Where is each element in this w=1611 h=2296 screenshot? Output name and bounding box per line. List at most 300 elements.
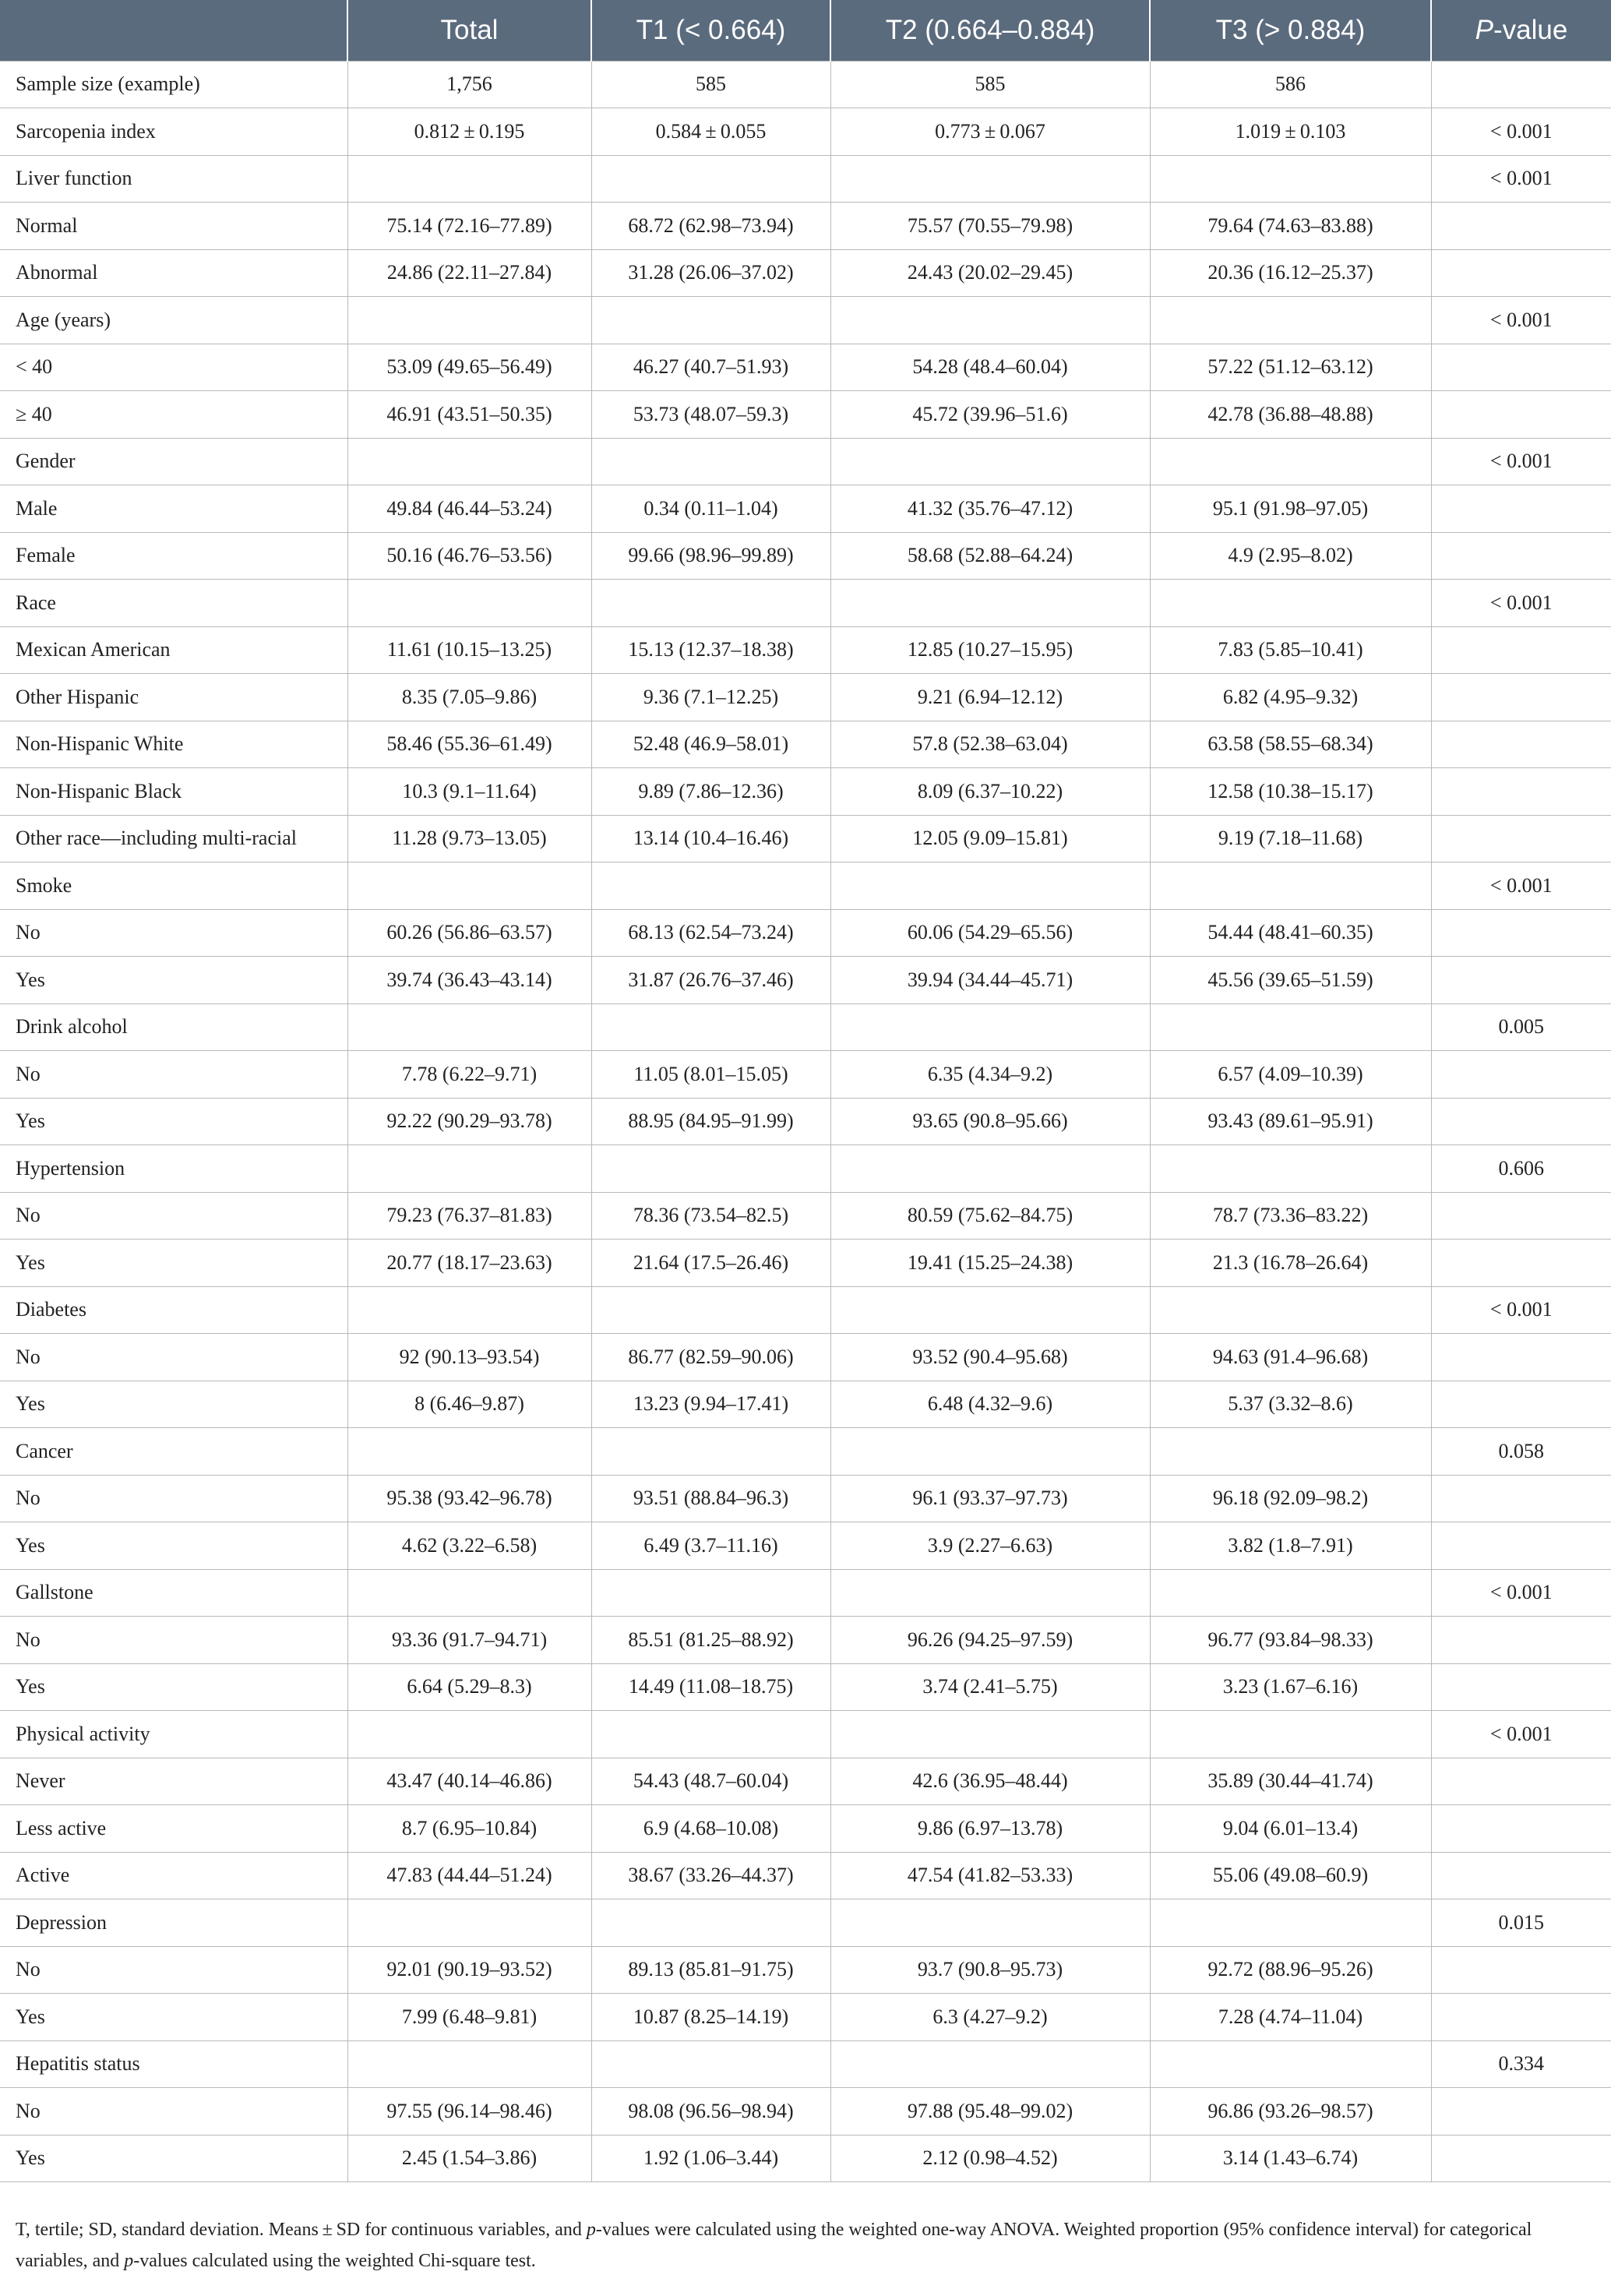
cell-t3 xyxy=(1150,1286,1431,1334)
cell-p-value xyxy=(1431,344,1611,391)
cell-p-value xyxy=(1431,1852,1611,1899)
cell-p-value: 0.015 xyxy=(1431,1899,1611,1947)
cell-t2: 9.86 (6.97–13.78) xyxy=(830,1805,1150,1853)
table-row xyxy=(0,1805,1611,1853)
cell-t3 xyxy=(1150,1145,1431,1193)
cell-t2: 93.52 (90.4–95.68) xyxy=(830,1334,1150,1381)
cell-variable: Yes xyxy=(0,1098,347,1145)
cell-variable: Hepatitis status xyxy=(0,2040,347,2088)
cell-variable: No xyxy=(0,1475,347,1522)
cell-total: 43.47 (40.14–46.86) xyxy=(347,1758,591,1805)
table-row xyxy=(0,957,1611,1004)
cell-total: 92.01 (90.19–93.52) xyxy=(347,1946,591,1994)
cell-variable: Yes xyxy=(0,1381,347,1428)
table-row xyxy=(0,2135,1611,2182)
cell-p-value xyxy=(1431,1051,1611,1099)
cell-t2: 19.41 (15.25–24.38) xyxy=(830,1240,1150,1287)
table-row xyxy=(0,1994,1611,2041)
cell-variable: No xyxy=(0,1192,347,1240)
cell-t2: 93.7 (90.8–95.73) xyxy=(830,1946,1150,1994)
table-row xyxy=(0,2040,1611,2088)
cell-total: 97.55 (96.14–98.46) xyxy=(347,2088,591,2136)
cell-variable: Abnormal xyxy=(0,249,347,297)
table-row xyxy=(0,1381,1611,1428)
cell-variable: Less active xyxy=(0,1805,347,1853)
cell-total xyxy=(347,297,591,344)
cell-p-value xyxy=(1431,203,1611,250)
cell-total: 60.26 (56.86–63.57) xyxy=(347,909,591,957)
cell-variable: Never xyxy=(0,1758,347,1805)
cell-p-value xyxy=(1431,1475,1611,1522)
cell-p-value: < 0.001 xyxy=(1431,155,1611,203)
table-row xyxy=(0,485,1611,533)
table-body xyxy=(0,61,1611,2182)
cell-total: 20.77 (18.17–23.63) xyxy=(347,1240,591,1287)
cell-variable: Other race—including multi-racial xyxy=(0,815,347,862)
cell-t1: 14.49 (11.08–18.75) xyxy=(591,1663,830,1711)
table-row xyxy=(0,1522,1611,1570)
cell-t2: 3.9 (2.27–6.63) xyxy=(830,1522,1150,1570)
cell-total: 2.45 (1.54–3.86) xyxy=(347,2135,591,2182)
cell-t1 xyxy=(591,2040,830,2088)
cell-total: 92.22 (90.29–93.78) xyxy=(347,1098,591,1145)
cell-total: 93.36 (91.7–94.71) xyxy=(347,1617,591,1664)
cell-total: 79.23 (76.37–81.83) xyxy=(347,1192,591,1240)
table-row xyxy=(0,721,1611,768)
cell-variable: Non-Hispanic Black xyxy=(0,768,347,816)
table-row xyxy=(0,203,1611,250)
table-row xyxy=(0,1003,1611,1051)
cell-total: 8.7 (6.95–10.84) xyxy=(347,1805,591,1853)
cell-p-value xyxy=(1431,815,1611,862)
table-header-row xyxy=(0,0,1611,61)
cell-t1 xyxy=(591,1899,830,1947)
cell-p-value xyxy=(1431,2088,1611,2136)
cell-t3: 55.06 (49.08–60.9) xyxy=(1150,1852,1431,1899)
cell-t3: 3.23 (1.67–6.16) xyxy=(1150,1663,1431,1711)
cell-t1: 89.13 (85.81–91.75) xyxy=(591,1946,830,1994)
cell-t2 xyxy=(830,438,1150,485)
cell-p-value xyxy=(1431,1334,1611,1381)
cell-variable: Yes xyxy=(0,1994,347,2041)
cell-t2: 97.88 (95.48–99.02) xyxy=(830,2088,1150,2136)
cell-p-value xyxy=(1431,768,1611,816)
cell-variable: Yes xyxy=(0,1663,347,1711)
table-row xyxy=(0,1617,1611,1664)
table-row xyxy=(0,626,1611,674)
table-row xyxy=(0,108,1611,156)
cell-t2: 39.94 (34.44–45.71) xyxy=(830,957,1150,1004)
cell-t3 xyxy=(1150,297,1431,344)
cell-t2 xyxy=(830,155,1150,203)
cell-t3: 63.58 (58.55–68.34) xyxy=(1150,721,1431,768)
cell-total xyxy=(347,438,591,485)
cell-t3: 57.22 (51.12–63.12) xyxy=(1150,344,1431,391)
cell-total: 8.35 (7.05–9.86) xyxy=(347,674,591,721)
cell-t2: 12.05 (9.09–15.81) xyxy=(830,815,1150,862)
cell-t2: 12.85 (10.27–15.95) xyxy=(830,626,1150,674)
cell-p-value xyxy=(1431,1994,1611,2041)
cell-p-value xyxy=(1431,2135,1611,2182)
footnote-part2: -values were calculated using the weighted one-way ANOVA. Weighted proportion (95% confidence interval) for categorical variables, and xyxy=(16,2220,1532,2271)
cell-p-value: 0.058 xyxy=(1431,1428,1611,1476)
cell-t1: 6.49 (3.7–11.16) xyxy=(591,1522,830,1570)
cell-t2 xyxy=(830,1286,1150,1334)
cell-variable: No xyxy=(0,909,347,957)
cell-p-value xyxy=(1431,249,1611,297)
cell-t1: 21.64 (17.5–26.46) xyxy=(591,1240,830,1287)
cell-t2: 9.21 (6.94–12.12) xyxy=(830,674,1150,721)
cell-t1 xyxy=(591,580,830,627)
cell-variable: Normal xyxy=(0,203,347,250)
cell-total xyxy=(347,1003,591,1051)
cell-t3 xyxy=(1150,1003,1431,1051)
cell-variable: Yes xyxy=(0,957,347,1004)
cell-variable: Race xyxy=(0,580,347,627)
cell-p-value xyxy=(1431,909,1611,957)
cell-variable: Sample size (example) xyxy=(0,61,347,108)
cell-variable: No xyxy=(0,2088,347,2136)
cell-p-value xyxy=(1431,1617,1611,1664)
cell-t1: 15.13 (12.37–18.38) xyxy=(591,626,830,674)
cell-t2: 96.1 (93.37–97.73) xyxy=(830,1475,1150,1522)
cell-t3: 12.58 (10.38–15.17) xyxy=(1150,768,1431,816)
cell-p-value xyxy=(1431,1758,1611,1805)
cell-t2: 3.74 (2.41–5.75) xyxy=(830,1663,1150,1711)
cell-t1: 9.36 (7.1–12.25) xyxy=(591,674,830,721)
cell-t1: 13.23 (9.94–17.41) xyxy=(591,1381,830,1428)
cell-p-value: < 0.001 xyxy=(1431,1286,1611,1334)
cell-variable: ≥ 40 xyxy=(0,391,347,439)
cell-t2 xyxy=(830,297,1150,344)
cell-total xyxy=(347,1569,591,1617)
cell-total: 47.83 (44.44–51.24) xyxy=(347,1852,591,1899)
cell-t3 xyxy=(1150,438,1431,485)
cell-variable: No xyxy=(0,1946,347,1994)
cell-total: 8 (6.46–9.87) xyxy=(347,1381,591,1428)
cell-variable: No xyxy=(0,1051,347,1099)
cell-total xyxy=(347,1286,591,1334)
cell-total: 49.84 (46.44–53.24) xyxy=(347,485,591,533)
cell-t1: 585 xyxy=(591,61,830,108)
cell-t1 xyxy=(591,1428,830,1476)
cell-t3: 20.36 (16.12–25.37) xyxy=(1150,249,1431,297)
cell-total: 6.64 (5.29–8.3) xyxy=(347,1663,591,1711)
table-row xyxy=(0,1145,1611,1193)
cell-t3: 93.43 (89.61–95.91) xyxy=(1150,1098,1431,1145)
cell-t3: 9.04 (6.01–13.4) xyxy=(1150,1805,1431,1853)
cell-total: 39.74 (36.43–43.14) xyxy=(347,957,591,1004)
cell-t2: 2.12 (0.98–4.52) xyxy=(830,2135,1150,2182)
cell-t1: 10.87 (8.25–14.19) xyxy=(591,1994,830,2041)
table-row xyxy=(0,1192,1611,1240)
cell-t3: 6.57 (4.09–10.39) xyxy=(1150,1051,1431,1099)
table-row xyxy=(0,1286,1611,1334)
cell-t2: 45.72 (39.96–51.6) xyxy=(830,391,1150,439)
cell-p-value xyxy=(1431,391,1611,439)
cell-t1: 1.92 (1.06–3.44) xyxy=(591,2135,830,2182)
cell-t2: 42.6 (36.95–48.44) xyxy=(830,1758,1150,1805)
cell-variable: Non-Hispanic White xyxy=(0,721,347,768)
cell-t2 xyxy=(830,2040,1150,2088)
cell-t3: 4.9 (2.95–8.02) xyxy=(1150,532,1431,580)
cell-variable: Gallstone xyxy=(0,1569,347,1617)
cell-total: 11.28 (9.73–13.05) xyxy=(347,815,591,862)
cell-variable: Physical activity xyxy=(0,1711,347,1758)
cell-total: 7.78 (6.22–9.71) xyxy=(347,1051,591,1099)
table-row xyxy=(0,249,1611,297)
cell-p-value: 0.005 xyxy=(1431,1003,1611,1051)
cell-t3: 3.82 (1.8–7.91) xyxy=(1150,1522,1431,1570)
cell-p-value xyxy=(1431,532,1611,580)
cell-variable: Liver function xyxy=(0,155,347,203)
cell-t2: 54.28 (48.4–60.04) xyxy=(830,344,1150,391)
table-row xyxy=(0,1334,1611,1381)
cell-t3: 94.63 (91.4–96.68) xyxy=(1150,1334,1431,1381)
cell-t2: 96.26 (94.25–97.59) xyxy=(830,1617,1150,1664)
table-footnote xyxy=(16,2214,1597,2277)
cell-t1: 52.48 (46.9–58.01) xyxy=(591,721,830,768)
cell-variable: Sarcopenia index xyxy=(0,108,347,156)
footnote-p-italic: p xyxy=(586,2220,596,2240)
cell-p-value xyxy=(1431,1098,1611,1145)
cell-t3: 42.78 (36.88–48.88) xyxy=(1150,391,1431,439)
cell-t1 xyxy=(591,1145,830,1193)
cell-t2: 75.57 (70.55–79.98) xyxy=(830,203,1150,250)
cell-t3: 54.44 (48.41–60.35) xyxy=(1150,909,1431,957)
cell-t3: 35.89 (30.44–41.74) xyxy=(1150,1758,1431,1805)
header-variable xyxy=(0,0,347,61)
cell-t3: 5.37 (3.32–8.6) xyxy=(1150,1381,1431,1428)
cell-total: 0.812 ± 0.195 xyxy=(347,108,591,156)
header-total: Total xyxy=(347,0,591,61)
cell-total: 92 (90.13–93.54) xyxy=(347,1334,591,1381)
cell-t1 xyxy=(591,1711,830,1758)
cell-p-value xyxy=(1431,1240,1611,1287)
cell-t3: 96.86 (93.26–98.57) xyxy=(1150,2088,1431,2136)
cell-t1: 0.584 ± 0.055 xyxy=(591,108,830,156)
table-row xyxy=(0,1569,1611,1617)
cell-t3 xyxy=(1150,1899,1431,1947)
header-p-rest: -value xyxy=(1493,14,1568,45)
cell-t2: 93.65 (90.8–95.66) xyxy=(830,1098,1150,1145)
cell-t1 xyxy=(591,862,830,910)
table-row xyxy=(0,61,1611,108)
cell-total: 24.86 (22.11–27.84) xyxy=(347,249,591,297)
cell-total xyxy=(347,1145,591,1193)
cell-t2 xyxy=(830,862,1150,910)
cell-t3: 45.56 (39.65–51.59) xyxy=(1150,957,1431,1004)
cell-p-value: < 0.001 xyxy=(1431,438,1611,485)
cell-p-value xyxy=(1431,957,1611,1004)
cell-p-value: < 0.001 xyxy=(1431,108,1611,156)
cell-t3: 96.77 (93.84–98.33) xyxy=(1150,1617,1431,1664)
table-row xyxy=(0,391,1611,439)
header-t1: T1 (< 0.664) xyxy=(591,0,830,61)
cell-variable: Yes xyxy=(0,2135,347,2182)
cell-t3: 7.83 (5.85–10.41) xyxy=(1150,626,1431,674)
cell-t1: 31.28 (26.06–37.02) xyxy=(591,249,830,297)
cell-total xyxy=(347,1899,591,1947)
cell-t2: 0.773 ± 0.067 xyxy=(830,108,1150,156)
cell-t1: 54.43 (48.7–60.04) xyxy=(591,1758,830,1805)
table-row xyxy=(0,1758,1611,1805)
cell-total: 50.16 (46.76–53.56) xyxy=(347,532,591,580)
cell-t1: 93.51 (88.84–96.3) xyxy=(591,1475,830,1522)
footnote-part3: -values calculated using the weighted Chi-square test. xyxy=(133,2251,536,2271)
cell-total: 11.61 (10.15–13.25) xyxy=(347,626,591,674)
cell-t1 xyxy=(591,1003,830,1051)
table-row xyxy=(0,532,1611,580)
cell-t3 xyxy=(1150,2040,1431,2088)
cell-variable: No xyxy=(0,1334,347,1381)
cell-t2: 6.35 (4.34–9.2) xyxy=(830,1051,1150,1099)
table-row xyxy=(0,1428,1611,1476)
table-row xyxy=(0,1240,1611,1287)
cell-t2: 24.43 (20.02–29.45) xyxy=(830,249,1150,297)
cell-p-value: 0.606 xyxy=(1431,1145,1611,1193)
cell-t2 xyxy=(830,1899,1150,1947)
cell-variable: Female xyxy=(0,532,347,580)
table-row xyxy=(0,438,1611,485)
cell-variable: Cancer xyxy=(0,1428,347,1476)
cell-variable: Mexican American xyxy=(0,626,347,674)
table-row xyxy=(0,344,1611,391)
cell-variable: Active xyxy=(0,1852,347,1899)
cell-variable: Gender xyxy=(0,438,347,485)
header-p-value xyxy=(1431,0,1611,61)
cell-variable: Age (years) xyxy=(0,297,347,344)
cell-p-value xyxy=(1431,1522,1611,1570)
cell-variable: No xyxy=(0,1617,347,1664)
table-row xyxy=(0,2088,1611,2136)
cell-p-value xyxy=(1431,626,1611,674)
cell-variable: Hypertension xyxy=(0,1145,347,1193)
cell-t1: 9.89 (7.86–12.36) xyxy=(591,768,830,816)
cell-t2: 47.54 (41.82–53.33) xyxy=(830,1852,1150,1899)
cell-t2 xyxy=(830,580,1150,627)
cell-p-value: < 0.001 xyxy=(1431,580,1611,627)
cell-variable: Diabetes xyxy=(0,1286,347,1334)
cell-t3 xyxy=(1150,1569,1431,1617)
cell-variable: Drink alcohol xyxy=(0,1003,347,1051)
cell-t3 xyxy=(1150,1711,1431,1758)
cell-t1: 31.87 (26.76–37.46) xyxy=(591,957,830,1004)
cell-t3 xyxy=(1150,1428,1431,1476)
cell-variable: Depression xyxy=(0,1899,347,1947)
cell-t1: 86.77 (82.59–90.06) xyxy=(591,1334,830,1381)
cell-t1: 0.34 (0.11–1.04) xyxy=(591,485,830,533)
table-row xyxy=(0,1663,1611,1711)
cell-t1: 53.73 (48.07–59.3) xyxy=(591,391,830,439)
cell-t1: 98.08 (96.56–98.94) xyxy=(591,2088,830,2136)
table-row xyxy=(0,1899,1611,1947)
cell-p-value xyxy=(1431,61,1611,108)
table-row xyxy=(0,580,1611,627)
cell-t3: 3.14 (1.43–6.74) xyxy=(1150,2135,1431,2182)
cell-p-value: < 0.001 xyxy=(1431,1569,1611,1617)
cell-t3: 21.3 (16.78–26.64) xyxy=(1150,1240,1431,1287)
cell-t3: 95.1 (91.98–97.05) xyxy=(1150,485,1431,533)
cell-total: 75.14 (72.16–77.89) xyxy=(347,203,591,250)
table-row xyxy=(0,1711,1611,1758)
cell-variable: Yes xyxy=(0,1240,347,1287)
cell-total xyxy=(347,1711,591,1758)
cell-t1: 78.36 (73.54–82.5) xyxy=(591,1192,830,1240)
cell-variable: Male xyxy=(0,485,347,533)
cell-t3: 9.19 (7.18–11.68) xyxy=(1150,815,1431,862)
cell-t2: 57.8 (52.38–63.04) xyxy=(830,721,1150,768)
cell-total: 10.3 (9.1–11.64) xyxy=(347,768,591,816)
cell-t1 xyxy=(591,155,830,203)
table-row xyxy=(0,862,1611,910)
cell-t3: 6.82 (4.95–9.32) xyxy=(1150,674,1431,721)
cell-p-value xyxy=(1431,1192,1611,1240)
cell-total: 7.99 (6.48–9.81) xyxy=(347,1994,591,2041)
cell-t2 xyxy=(830,1003,1150,1051)
cell-p-value: < 0.001 xyxy=(1431,862,1611,910)
cell-p-value xyxy=(1431,674,1611,721)
table-row xyxy=(0,1051,1611,1099)
cell-t2: 585 xyxy=(830,61,1150,108)
cell-t1: 38.67 (33.26–44.37) xyxy=(591,1852,830,1899)
table-row xyxy=(0,1852,1611,1899)
cell-p-value: < 0.001 xyxy=(1431,297,1611,344)
cell-p-value xyxy=(1431,1663,1611,1711)
cell-t2: 60.06 (54.29–65.56) xyxy=(830,909,1150,957)
cell-t2 xyxy=(830,1145,1150,1193)
cell-t1: 99.66 (98.96–99.89) xyxy=(591,532,830,580)
cell-variable: Other Hispanic xyxy=(0,674,347,721)
cell-total xyxy=(347,1428,591,1476)
cell-t1: 68.72 (62.98–73.94) xyxy=(591,203,830,250)
cell-variable: < 40 xyxy=(0,344,347,391)
table-row xyxy=(0,909,1611,957)
cell-t1 xyxy=(591,297,830,344)
cell-t3: 78.7 (73.36–83.22) xyxy=(1150,1192,1431,1240)
header-t2: T2 (0.664–0.884) xyxy=(830,0,1150,61)
cell-t3 xyxy=(1150,580,1431,627)
cell-p-value xyxy=(1431,1381,1611,1428)
cell-t3: 92.72 (88.96–95.26) xyxy=(1150,1946,1431,1994)
table-row xyxy=(0,674,1611,721)
cell-t2: 6.48 (4.32–9.6) xyxy=(830,1381,1150,1428)
table-row xyxy=(0,768,1611,816)
footnote-part1: T, tertile; SD, standard deviation. Means ± SD for continuous variables, and xyxy=(16,2220,587,2240)
table-row xyxy=(0,1475,1611,1522)
cell-t1: 46.27 (40.7–51.93) xyxy=(591,344,830,391)
cell-t2: 6.3 (4.27–9.2) xyxy=(830,1994,1150,2041)
table-row xyxy=(0,1946,1611,1994)
cell-t2 xyxy=(830,1428,1150,1476)
cell-t2: 41.32 (35.76–47.12) xyxy=(830,485,1150,533)
table-row xyxy=(0,155,1611,203)
cell-p-value xyxy=(1431,1805,1611,1853)
cell-total: 95.38 (93.42–96.78) xyxy=(347,1475,591,1522)
cell-t3: 1.019 ± 0.103 xyxy=(1150,108,1431,156)
cell-t3: 7.28 (4.74–11.04) xyxy=(1150,1994,1431,2041)
footnote-p-italic-2: p xyxy=(124,2251,134,2271)
cell-t2: 8.09 (6.37–10.22) xyxy=(830,768,1150,816)
cell-p-value xyxy=(1431,485,1611,533)
cell-t3 xyxy=(1150,155,1431,203)
cell-p-value xyxy=(1431,721,1611,768)
cell-t1: 6.9 (4.68–10.08) xyxy=(591,1805,830,1853)
table-row xyxy=(0,815,1611,862)
cell-variable: Smoke xyxy=(0,862,347,910)
cell-total xyxy=(347,862,591,910)
cell-t2 xyxy=(830,1569,1150,1617)
